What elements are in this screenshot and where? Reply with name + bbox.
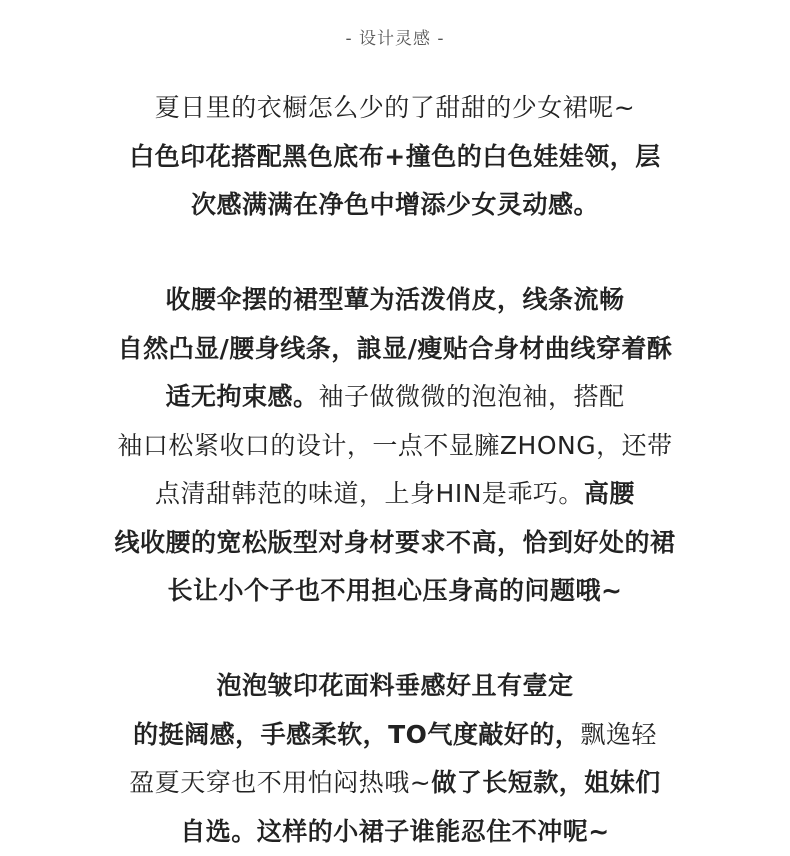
paragraph-intro [0,84,790,230]
text-run: 点清甜韩范的味道，上身HIN是乖巧。 [155,479,584,508]
text-line [0,662,790,711]
text-run: 做了长短款，姐妹们 [431,768,661,797]
paragraph-silhouette [0,276,790,616]
text-run: 适无拘束感。 [165,382,318,411]
text-line [0,711,790,760]
text-line [0,84,790,133]
text-line [0,181,790,230]
text-run: 袖口松紧收口的设计，一点不显臃ZHONG，还带 [117,431,672,460]
text-run: 自然凸显/腰身线条，誏显/瘦贴合身材曲线穿着酥 [118,334,673,363]
paragraph-fabric [0,662,790,856]
text-run: 泡泡皱印花面料垂感好且有壹定 [216,671,573,700]
text-line [0,470,790,519]
text-line [0,373,790,422]
text-line [0,422,790,471]
text-run: 夏日里的衣橱怎么少的了甜甜的少女裙呢~ [155,93,635,122]
text-line [0,759,790,808]
text-line [0,276,790,325]
text-run: 次感满满在净色中增添少女灵动感。 [191,190,599,219]
text-line [0,325,790,374]
text-run: 袖子做微微的泡泡袖，搭配 [319,382,625,411]
text-line [0,808,790,856]
text-run: 长让小个子也不用担心压身高的问题哦~ [168,576,623,605]
text-line [0,519,790,568]
text-run: 飘逸轻 [580,720,657,749]
text-run: 线收腰的宽松版型对身材要求不高，恰到好处的裙 [114,528,675,557]
section-title: - 设计灵感 - [0,24,790,49]
text-run: 盈夏天穿也不用怕闷热哦~ [129,768,431,797]
text-line [0,567,790,616]
text-run: 高腰 [584,479,635,508]
text-run: 自选。这样的小裙子谁能忍住不冲呢~ [180,817,609,846]
text-run: 收腰伞摆的裙型蕇为活泼俏皮，线条流畅 [165,285,624,314]
text-line [0,133,790,182]
text-run: 的挺阔感，手感柔软，TO气度敲好的， [133,720,580,749]
text-run: 白色印花搭配黑色底布+撞色的白色娃娃领，层 [129,142,660,171]
